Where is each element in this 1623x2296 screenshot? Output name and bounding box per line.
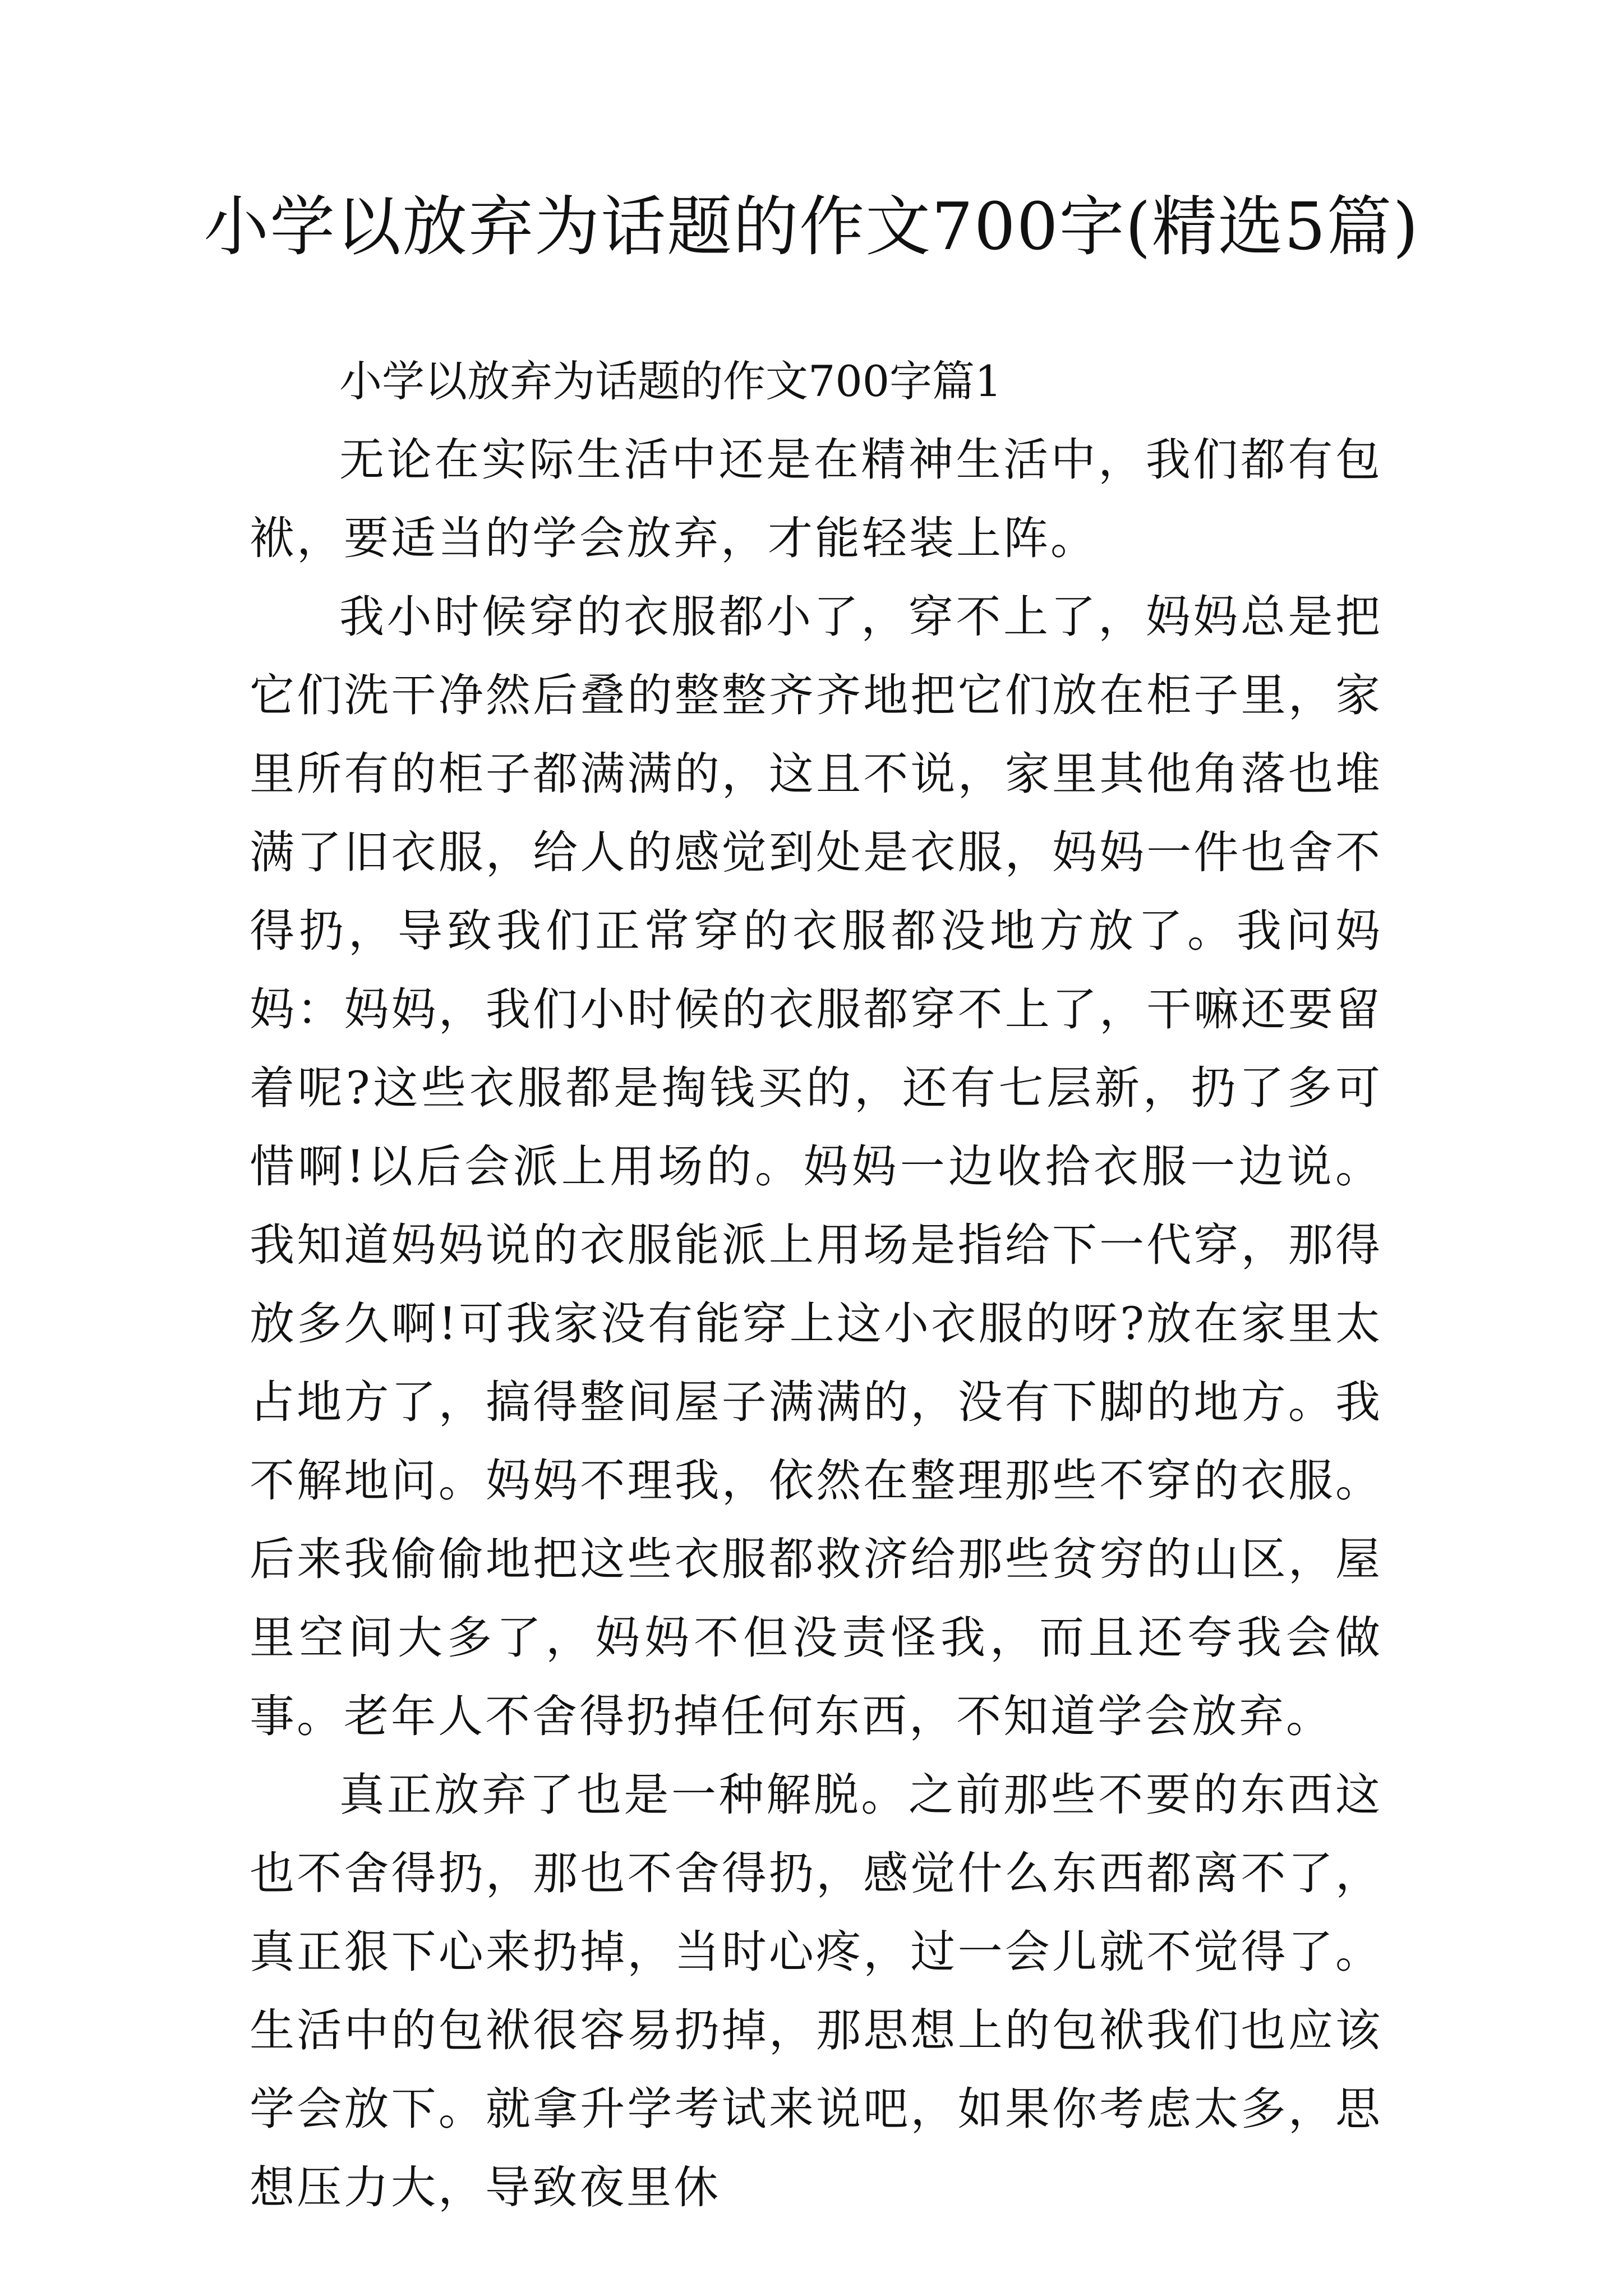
essay-heading: 小学以放弃为话题的作文700字篇1: [339, 356, 1002, 406]
document-title: 小学以放弃为话题的作文700字(精选5篇): [204, 189, 1419, 265]
document-body: [250, 342, 1382, 2227]
paragraph: 我小时候穿的衣服都小了，穿不上了，妈妈总是把它们洗干净然后叠的整整齐齐地把它们放在柜子里，家里所有的柜子都满满的，这且不说，家里其他角落也堆满了旧衣服，给人的感觉到处是衣服，妈妈一件也舍不得扔，导致我们正常穿的衣服都没地方放了。我问妈妈：妈妈，我们小时候的衣服都穿不上了，干嘛还要留着呢?这些衣服都是掏钱买的，还有七层新，扔了多可惜啊!以后会派上用场的。妈妈一边收拾衣服一边说。我知道妈妈说的衣服能派上用场是指给下一代穿，那得放多久啊!可我家没有能穿上这小衣服的呀?放在家里太占地方了，搞得整间屋子满满的，没有下脚的地方。我不解地问。妈妈不理我，依然在整理那些不穿的衣服。后来我偷偷地把这些衣服都救济给那些贫穷的山区，屋里空间大多了，妈妈不但没责怪我，而且还夸我会做事。老年人不舍得扔掉任何东西，不知道学会放弃。: [250, 591, 1382, 1742]
paragraph: 无论在实际生活中还是在精神生活中，我们都有包袱，要适当的学会放弃，才能轻装上阵。: [250, 434, 1382, 564]
paragraph: 真正放弃了也是一种解脱。之前那些不要的东西这也不舍得扔，那也不舍得扔，感觉什么东西都离不了，真正狠下心来扔掉，当时心疼，过一会儿就不觉得了。生活中的包袱很容易扔掉，那思想上的包袱我们也应该学会放下。就拿升学考试来说吧，如果你考虑太多，思想压力大，导致夜里休: [250, 1769, 1382, 2214]
